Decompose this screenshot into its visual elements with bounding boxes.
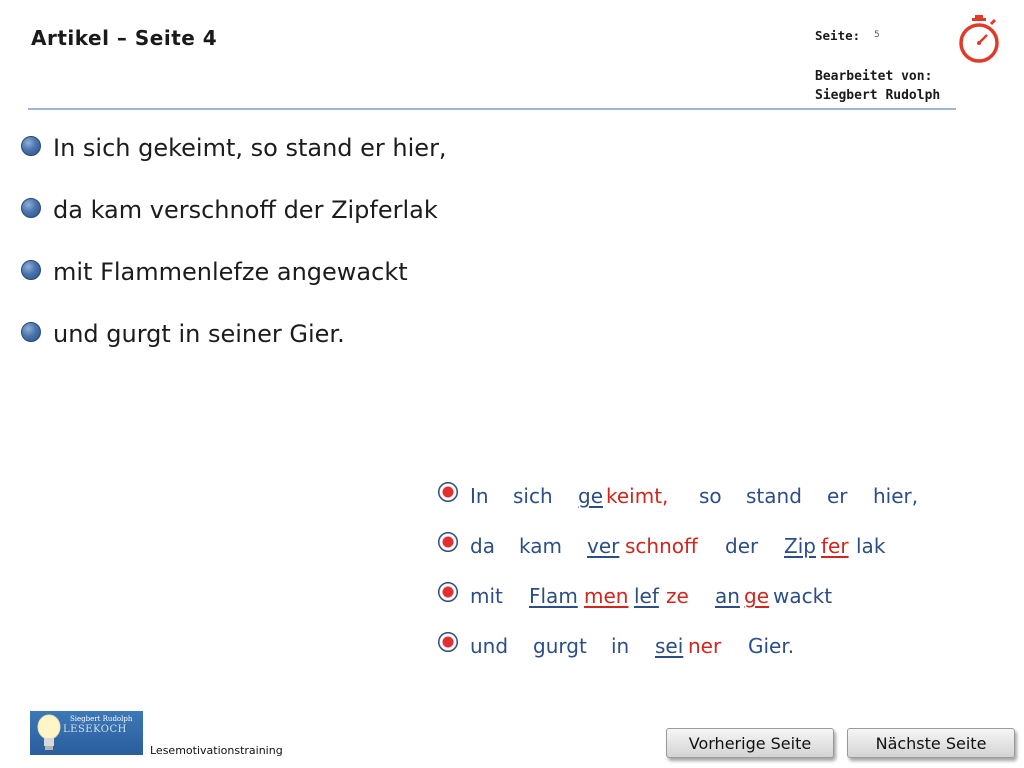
poem-line: da kam verschnoff der Zipferlak bbox=[53, 196, 438, 224]
syllable: Zip bbox=[784, 534, 816, 558]
sphere-bullet-icon bbox=[21, 136, 41, 156]
red-dot-bullet-icon bbox=[438, 482, 458, 502]
syllable: wackt bbox=[773, 584, 833, 608]
syllable: er bbox=[827, 484, 848, 508]
syllable: Flam bbox=[529, 584, 578, 608]
page-number: 5 bbox=[874, 30, 880, 40]
syllable: ner bbox=[688, 634, 722, 658]
syllable: der bbox=[725, 534, 759, 558]
syllable: da bbox=[470, 534, 495, 558]
sphere-bullet-icon bbox=[21, 322, 41, 342]
syllable: in bbox=[611, 634, 630, 658]
syllable: und bbox=[470, 634, 509, 658]
syllable: men bbox=[584, 584, 629, 608]
lightbulb-icon bbox=[34, 713, 64, 753]
page-label: Seite: bbox=[815, 28, 861, 43]
footer-label: Lesemotivationstraining bbox=[150, 744, 283, 757]
stopwatch-icon[interactable] bbox=[956, 14, 1002, 64]
editor-info bbox=[815, 67, 940, 105]
syllable: ze bbox=[666, 584, 689, 608]
syllable: ge bbox=[744, 584, 769, 608]
header-divider bbox=[28, 108, 956, 110]
syllable: kam bbox=[519, 534, 562, 558]
syllable: hier, bbox=[873, 484, 919, 508]
syllable: keimt, bbox=[606, 484, 669, 508]
syllable: schnoff bbox=[625, 534, 698, 558]
next-page-button[interactable]: Nächste Seite bbox=[847, 728, 1015, 758]
page-title: Artikel – Seite 4 bbox=[31, 26, 218, 50]
editor-label: Bearbeitet von: bbox=[815, 69, 933, 84]
syllable: lef bbox=[634, 584, 659, 608]
syllable: stand bbox=[746, 484, 802, 508]
lesekoch-logo bbox=[30, 711, 143, 755]
logo-brand: LESEKOCH bbox=[63, 724, 127, 735]
red-dot-bullet-icon bbox=[438, 582, 458, 602]
sphere-bullet-icon bbox=[21, 260, 41, 280]
syllable: sich bbox=[513, 484, 553, 508]
syllable: so bbox=[699, 484, 722, 508]
syllable: lak bbox=[856, 534, 886, 558]
syllable: ver bbox=[587, 534, 620, 558]
syllable: fer bbox=[821, 534, 849, 558]
poem-line: und gurgt in seiner Gier. bbox=[53, 320, 345, 348]
poem-line: mit Flammenlefze angewackt bbox=[53, 258, 408, 286]
syllable: In bbox=[470, 484, 489, 508]
sphere-bullet-icon bbox=[21, 198, 41, 218]
previous-page-button[interactable]: Vorherige Seite bbox=[666, 728, 834, 758]
syllable: gurgt bbox=[533, 634, 587, 658]
red-dot-bullet-icon bbox=[438, 532, 458, 552]
syllable: mit bbox=[470, 584, 503, 608]
syllable: Gier. bbox=[748, 634, 795, 658]
syllable: an bbox=[715, 584, 740, 608]
editor-name: Siegbert Rudolph bbox=[815, 88, 941, 103]
logo-author: Siegbert Rudolph bbox=[70, 715, 133, 723]
poem-line: In sich gekeimt, so stand er hier, bbox=[53, 134, 447, 162]
syllable: ge bbox=[578, 484, 603, 508]
red-dot-bullet-icon bbox=[438, 632, 458, 652]
syllable: sei bbox=[655, 634, 684, 658]
